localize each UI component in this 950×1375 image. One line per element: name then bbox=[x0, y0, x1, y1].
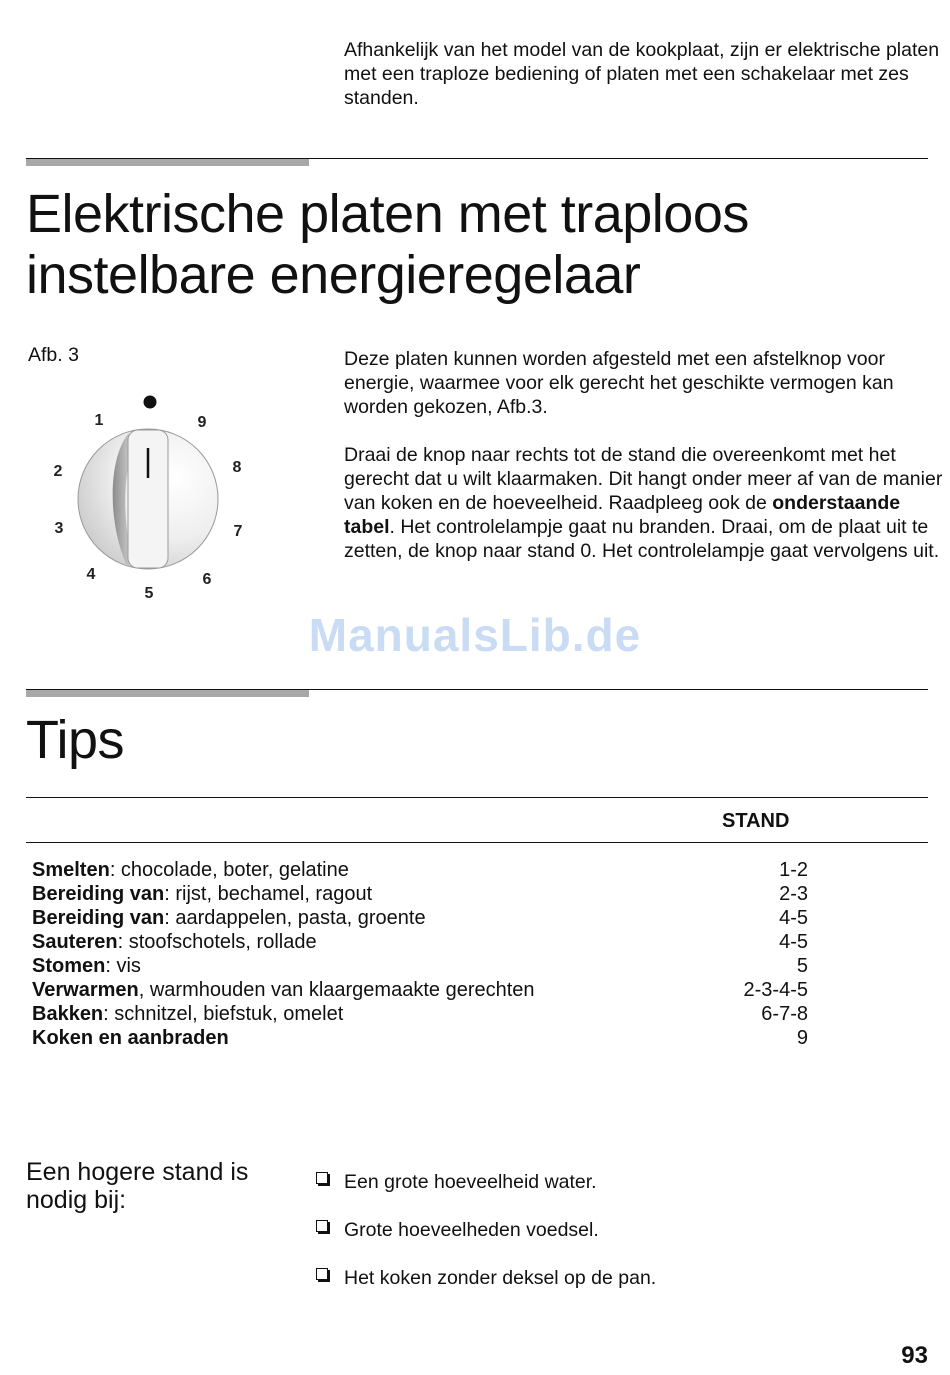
dish-cell bbox=[32, 1026, 720, 1050]
dish-cell bbox=[32, 858, 720, 882]
stand-value: 1-2 bbox=[779, 859, 808, 881]
stand-value: 9 bbox=[796, 1027, 808, 1049]
cooking-method: Bakken bbox=[32, 1003, 104, 1025]
dish-cell bbox=[32, 882, 720, 906]
dial-number-9: 9 bbox=[197, 414, 207, 431]
table-row bbox=[32, 978, 808, 1002]
cooking-method: Sauteren bbox=[32, 931, 118, 953]
stand-value: 4-5 bbox=[779, 907, 808, 929]
table-row bbox=[32, 954, 808, 978]
paragraph-text-end: . Het controlelampje gaat nu branden. Draai, om de plaat uit te zetten, de knop naar stand 0. Het controlelampje gaat vervolgens uit. bbox=[344, 516, 940, 562]
dial-number-7: 7 bbox=[233, 523, 243, 540]
dial-number-5: 5 bbox=[144, 585, 154, 602]
table-row bbox=[32, 858, 808, 882]
figure-caption: Afb. 3 bbox=[28, 344, 79, 366]
list-item-text: Een grote hoeveelheid water. bbox=[344, 1171, 597, 1193]
cooking-method: Bereiding van bbox=[32, 907, 165, 929]
energy-regulator-knob-figure bbox=[40, 386, 260, 608]
table-row bbox=[32, 882, 808, 906]
table-header-stand: STAND bbox=[722, 810, 790, 832]
dish-cell bbox=[32, 978, 720, 1002]
tips-table bbox=[32, 858, 808, 1050]
checkbox-bullet-icon bbox=[316, 1172, 328, 1184]
stand-value: 2-3 bbox=[779, 883, 808, 905]
heading-line-1: Elektrische platen met traploos bbox=[26, 184, 749, 244]
stand-value: 2-3-4-5 bbox=[743, 979, 808, 1001]
paragraph-regelaar-instructions bbox=[344, 443, 944, 563]
paragraph-regelaar-intro: Deze platen kunnen worden afgesteld met een afstelknop voor energie, waarmee voor elk gerecht het geschikte vermogen kan worden gekozen, Afb.3. bbox=[344, 348, 894, 418]
dial-number-3: 3 bbox=[54, 520, 64, 537]
section-divider-tips bbox=[26, 689, 928, 690]
section-divider bbox=[26, 158, 928, 159]
dish-description: : schnitzel, biefstuk, omelet bbox=[103, 1003, 344, 1025]
cooking-method: Stomen bbox=[32, 955, 106, 977]
table-header-rule bbox=[26, 842, 928, 843]
page-number: 93 bbox=[901, 1342, 928, 1369]
checkbox-bullet-icon bbox=[316, 1220, 328, 1232]
dish-cell bbox=[32, 954, 720, 978]
dish-description: : aardappelen, pasta, groente bbox=[164, 907, 426, 929]
dish-cell bbox=[32, 930, 720, 954]
list-item bbox=[314, 1170, 656, 1218]
list-item bbox=[314, 1266, 656, 1314]
dial-number-4: 4 bbox=[86, 566, 96, 583]
cooking-method: Verwarmen bbox=[32, 979, 139, 1001]
table-reference-bold: onderstaande tabel bbox=[344, 492, 901, 538]
dish-description: , warmhouden van klaargemaakte gerechten bbox=[138, 979, 535, 1001]
dial-number-1: 1 bbox=[94, 412, 104, 429]
table-row bbox=[32, 1026, 808, 1050]
table-top-rule bbox=[26, 797, 928, 798]
dish-description: : vis bbox=[105, 955, 141, 977]
table-row bbox=[32, 1002, 808, 1026]
dish-description: : chocolade, boter, gelatine bbox=[109, 859, 349, 881]
cooking-method: Koken en aanbraden bbox=[32, 1027, 229, 1049]
dial-number-2: 2 bbox=[53, 463, 63, 480]
section-heading-tips: Tips bbox=[26, 710, 125, 770]
intro-paragraph: Afhankelijk van het model van de kookplaat, zijn er elektrische platen met een traploze bediening of platen met een schakelaar met zes standen. bbox=[344, 39, 940, 109]
higher-setting-label: Een hogere stand is nodig bij: bbox=[26, 1158, 249, 1214]
list-item-text: Het koken zonder deksel op de pan. bbox=[344, 1267, 657, 1289]
stand-value: 6-7-8 bbox=[761, 1003, 808, 1025]
heading-line-2: instelbare energieregelaar bbox=[26, 245, 641, 305]
dial-number-8: 8 bbox=[232, 459, 242, 476]
checkbox-bullet-icon bbox=[316, 1268, 328, 1280]
dial-number-6: 6 bbox=[202, 571, 212, 588]
list-item-text: Grote hoeveelheden voedsel. bbox=[344, 1219, 599, 1241]
off-position-dot bbox=[144, 396, 157, 409]
stand-value: 4-5 bbox=[779, 931, 808, 953]
section-rule-accent-tips bbox=[26, 690, 309, 697]
higher-setting-list bbox=[314, 1170, 656, 1314]
table-row bbox=[32, 930, 808, 954]
watermark-logo: ManualsLib.de bbox=[308, 609, 642, 661]
dish-cell bbox=[32, 906, 720, 930]
table-row bbox=[32, 906, 808, 930]
section-rule-accent bbox=[26, 159, 309, 166]
cooking-method: Bereiding van bbox=[32, 883, 165, 905]
cooking-method: Smelten bbox=[32, 859, 110, 881]
stand-value: 5 bbox=[796, 955, 808, 977]
dish-cell bbox=[32, 1002, 720, 1026]
dish-description: : stoofschotels, rollade bbox=[117, 931, 317, 953]
paragraph-text-start: Draai de knop naar rechts tot de stand die overeenkomt met het gerecht dat u wilt klaarmaken. Dit hangt onder meer af van de manier van koken en de hoeveelheid. Raadpleeg ook de bbox=[344, 444, 943, 514]
dish-description: : rijst, bechamel, ragout bbox=[164, 883, 373, 905]
list-item bbox=[314, 1218, 656, 1266]
section-heading-regelaar bbox=[26, 184, 749, 306]
